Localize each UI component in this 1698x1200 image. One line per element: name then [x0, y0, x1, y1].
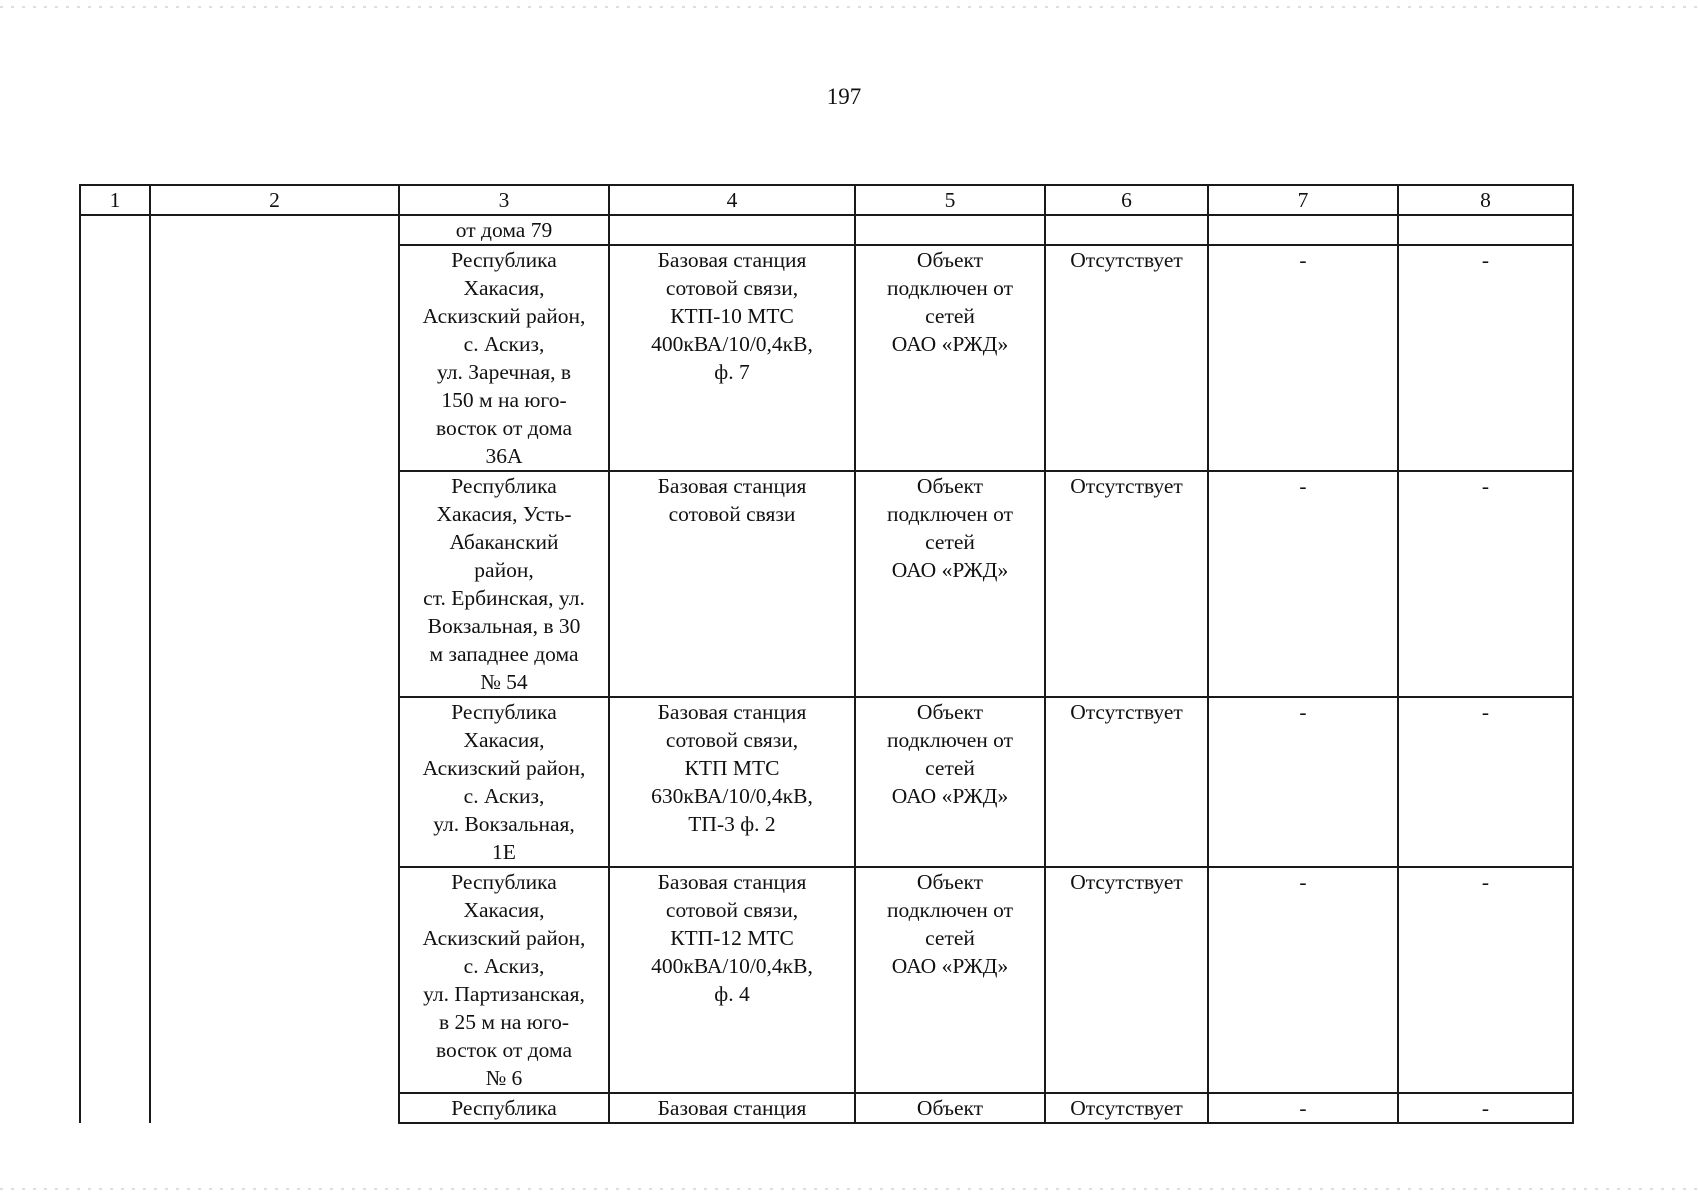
status-line: подключен от	[886, 728, 1014, 752]
address-line: Хакасия,	[463, 276, 545, 300]
address-line: ул. Вокзальная,	[433, 812, 575, 836]
status-line: ОАО «РЖД»	[891, 784, 1009, 808]
object-line: 630кВА/10/0,4кВ,	[651, 784, 813, 808]
status-line: ОАО «РЖД»	[891, 558, 1009, 582]
status-line: Объект	[916, 870, 984, 894]
address-line: в 25 м на юго-	[438, 1010, 570, 1034]
cell-status	[855, 697, 1045, 867]
address-line: м западнее дома	[429, 642, 579, 666]
cell-col-6	[1045, 215, 1208, 245]
cell-status	[855, 471, 1045, 697]
object-line: сотовой связи,	[665, 898, 799, 922]
scan-edge-bottom	[0, 1188, 1698, 1190]
address-line: восток от дома	[435, 1038, 573, 1062]
cell-col-8: -	[1398, 867, 1573, 1093]
status-line: сетей	[925, 530, 975, 554]
cell-address: Республика	[399, 1093, 609, 1123]
cell-col-7: -	[1208, 697, 1398, 867]
address-line: Хакасия, Усть-	[436, 502, 572, 526]
cell-col-7: -	[1208, 867, 1398, 1093]
cell-col-1-merged	[80, 215, 150, 1123]
table-header-row	[80, 185, 1573, 215]
status-line: ОАО «РЖД»	[891, 332, 1009, 356]
object-line: сотовой связи	[668, 502, 796, 526]
address-line: № 6	[485, 1066, 523, 1090]
cell-status: Объект	[855, 1093, 1045, 1123]
address-line: с. Аскиз,	[463, 332, 545, 356]
address-line: от дома 79	[455, 218, 553, 242]
header-col-2: 2	[150, 185, 399, 215]
address-line: восток от дома	[435, 416, 573, 440]
object-line: КТП-10 МТС	[670, 304, 794, 328]
cell-object	[609, 215, 855, 245]
address-line: с. Аскиз,	[463, 784, 545, 808]
object-line: ТП-3 ф. 2	[688, 812, 776, 836]
status-line: сетей	[925, 756, 975, 780]
object-line: сотовой связи,	[665, 728, 799, 752]
header-col-5: 5	[855, 185, 1045, 215]
address-line: Хакасия,	[463, 728, 545, 752]
address-line: ст. Ербинская, ул.	[423, 586, 585, 610]
address-line: Хакасия,	[463, 898, 545, 922]
address-line: Республика	[451, 474, 557, 498]
object-line: Базовая станция	[657, 474, 807, 498]
object-line: ф. 7	[714, 360, 750, 384]
cell-col-6: Отсутствует	[1045, 1093, 1208, 1123]
status-line: Объект	[916, 248, 984, 272]
cell-status	[855, 215, 1045, 245]
address-line: № 54	[480, 670, 528, 694]
object-line: Базовая станция	[657, 248, 807, 272]
status-line: Объект	[916, 700, 984, 724]
address-line: Аскизский район,	[422, 304, 586, 328]
cell-col-6: Отсутствует	[1045, 867, 1208, 1093]
cell-col-6: Отсутствует	[1045, 697, 1208, 867]
object-line: ф. 4	[714, 982, 750, 1006]
cell-address	[399, 867, 609, 1093]
address-line: Вокзальная, в 30	[427, 614, 581, 638]
page-number: 197	[826, 84, 862, 109]
cell-object	[609, 697, 855, 867]
cell-col-8: -	[1398, 245, 1573, 471]
object-line: КТП МТС	[684, 756, 780, 780]
cell-address	[399, 245, 609, 471]
address-line: 1Е	[492, 840, 516, 864]
table-row-continuation	[80, 215, 1573, 245]
address-line: Республика	[451, 700, 557, 724]
cell-col-8: -	[1398, 471, 1573, 697]
address-line: Республика	[451, 248, 557, 272]
object-line: сотовой связи,	[665, 276, 799, 300]
cell-col-7: -	[1208, 471, 1398, 697]
status-line: ОАО «РЖД»	[891, 954, 1009, 978]
cell-col-6: Отсутствует	[1045, 245, 1208, 471]
address-line: 36А	[485, 444, 523, 468]
cell-status	[855, 245, 1045, 471]
cell-object	[609, 471, 855, 697]
address-line: Республика	[451, 870, 557, 894]
cell-col-8: -	[1398, 1093, 1573, 1123]
status-line: подключен от	[886, 502, 1014, 526]
cell-address	[399, 215, 609, 245]
address-line: район,	[474, 558, 534, 582]
header-col-6: 6	[1045, 185, 1208, 215]
cell-col-6: Отсутствует	[1045, 471, 1208, 697]
cell-col-7: -	[1208, 1093, 1398, 1123]
object-line: Базовая станция	[657, 700, 807, 724]
cell-col-2-merged	[150, 215, 399, 1123]
header-col-1: 1	[80, 185, 150, 215]
address-line: ул. Партизанская,	[423, 982, 585, 1006]
address-line: Аскизский район,	[422, 926, 586, 950]
cell-object: Базовая станция	[609, 1093, 855, 1123]
cell-address	[399, 697, 609, 867]
address-line: ул. Заречная, в	[436, 360, 571, 384]
cell-col-8	[1398, 215, 1573, 245]
address-line: с. Аскиз,	[463, 954, 545, 978]
cell-col-8: -	[1398, 697, 1573, 867]
header-col-4: 4	[609, 185, 855, 215]
object-line: КТП-12 МТС	[670, 926, 794, 950]
address-line: Абаканский	[449, 530, 559, 554]
header-col-3: 3	[399, 185, 609, 215]
status-line: Объект	[916, 474, 984, 498]
status-line: сетей	[925, 926, 975, 950]
scan-edge-top	[0, 6, 1698, 8]
header-col-8: 8	[1398, 185, 1573, 215]
cell-object	[609, 245, 855, 471]
cell-col-7: -	[1208, 245, 1398, 471]
object-line: Базовая станция	[657, 870, 807, 894]
status-line: сетей	[925, 304, 975, 328]
cell-col-7	[1208, 215, 1398, 245]
cell-status	[855, 867, 1045, 1093]
status-line: подключен от	[886, 898, 1014, 922]
header-col-7: 7	[1208, 185, 1398, 215]
infrastructure-table	[79, 184, 1574, 1124]
status-line: подключен от	[886, 276, 1014, 300]
cell-object	[609, 867, 855, 1093]
object-line: 400кВА/10/0,4кВ,	[651, 954, 813, 978]
object-line: 400кВА/10/0,4кВ,	[651, 332, 813, 356]
address-line: Аскизский район,	[422, 756, 586, 780]
address-line: 150 м на юго-	[441, 388, 567, 412]
cell-address	[399, 471, 609, 697]
